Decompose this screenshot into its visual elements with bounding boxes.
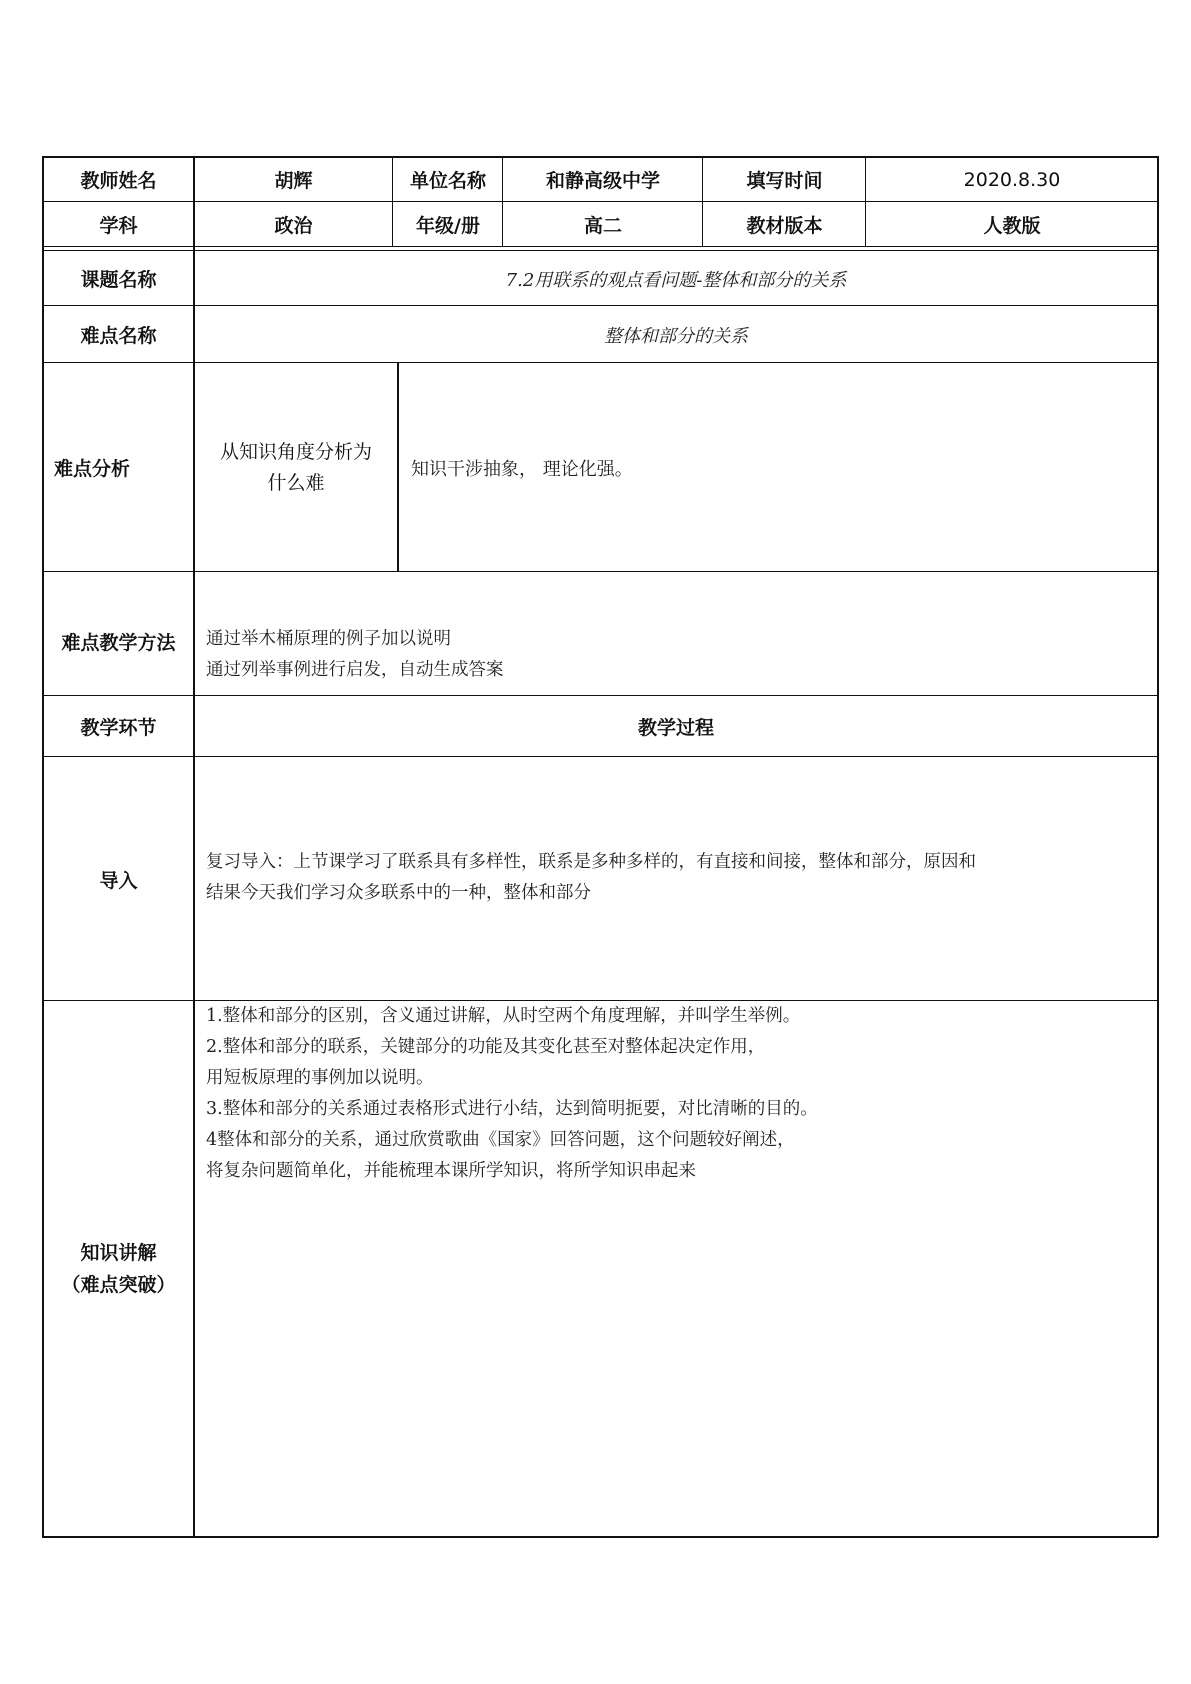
column-divider bbox=[392, 156, 393, 247]
intro-lines bbox=[206, 847, 976, 909]
fill-date-value: 2020.8.30 bbox=[963, 168, 1061, 191]
teacher-name-value: 胡辉 bbox=[274, 170, 313, 192]
analysis-sub-label-line: 什么难 bbox=[267, 471, 325, 494]
edition-label: 教材版本 bbox=[746, 215, 823, 237]
knowledge-line: 用短板原理的事例加以说明。 bbox=[206, 1068, 434, 1088]
grade-label: 年级/册 bbox=[416, 215, 480, 237]
unit-name-label: 单位名称 bbox=[409, 170, 486, 192]
method-label: 难点教学方法 bbox=[61, 631, 176, 654]
table-border-bottom bbox=[42, 1536, 1158, 1538]
intro-label: 导入 bbox=[99, 869, 138, 892]
subject-label: 学科 bbox=[99, 215, 138, 237]
subject-value: 政治 bbox=[274, 215, 313, 237]
table-border-right bbox=[1157, 156, 1159, 1537]
row-divider bbox=[42, 201, 1158, 202]
knowledge-line: 1.整体和部分的区别，含义通过讲解，从时空两个角度理解，并叫学生举例。 bbox=[206, 1006, 801, 1026]
column-divider bbox=[702, 156, 703, 247]
difficulty-value: 整体和部分的关系 bbox=[604, 325, 748, 347]
knowledge-lines bbox=[206, 1001, 818, 1187]
analysis-label: 难点分析 bbox=[54, 458, 131, 480]
fill-date-label: 填写时间 bbox=[746, 170, 823, 192]
knowledge-line: 4整体和部分的关系，通过欣赏歌曲《国家》回答问题，这个问题较好阐述， bbox=[206, 1130, 795, 1150]
stage-header: 教学环节 bbox=[80, 717, 157, 739]
intro-line: 结果今天我们学习众多联系中的一种，整体和部分 bbox=[206, 883, 591, 903]
method-line: 通过列举事例进行启发，自动生成答案 bbox=[206, 660, 504, 680]
analysis-sub-label-line: 从知识角度分析为 bbox=[219, 440, 372, 463]
column-divider bbox=[865, 156, 866, 247]
knowledge-line: 3.整体和部分的关系通过表格形式进行小结，达到简明扼要，对比清晰的目的。 bbox=[206, 1099, 818, 1119]
row-divider bbox=[42, 362, 1158, 363]
row-divider bbox=[42, 250, 1158, 251]
teacher-name-label: 教师姓名 bbox=[80, 170, 157, 192]
process-header: 教学过程 bbox=[637, 717, 714, 739]
topic-label: 课题名称 bbox=[80, 269, 157, 291]
method-line: 通过举木桶原理的例子加以说明 bbox=[206, 629, 451, 649]
knowledge-label bbox=[44, 1002, 193, 1536]
intro-line: 复习导入：上节课学习了联系具有多样性，联系是多种多样的，有直接和间接，整体和部分，原因和 bbox=[206, 852, 976, 872]
analysis-sub-label bbox=[195, 364, 397, 571]
knowledge-label-line: 知识讲解 bbox=[80, 1242, 157, 1264]
knowledge-line: 2.整体和部分的联系，关键部分的功能及其变化甚至对整体起决定作用， bbox=[206, 1037, 766, 1057]
column-divider bbox=[502, 156, 503, 247]
edition-value: 人教版 bbox=[983, 215, 1041, 237]
row-divider bbox=[42, 695, 1158, 696]
topic-value: 7.2用联系的观点看问题-整体和部分的关系 bbox=[505, 269, 847, 291]
knowledge-label-line: （难点突破） bbox=[61, 1274, 176, 1296]
unit-name-value: 和静高级中学 bbox=[545, 170, 660, 192]
method-lines bbox=[206, 624, 504, 686]
difficulty-label: 难点名称 bbox=[80, 325, 157, 347]
grade-value: 高二 bbox=[583, 215, 622, 237]
row-divider bbox=[42, 246, 1158, 247]
row-divider bbox=[42, 571, 1158, 572]
row-divider bbox=[42, 756, 1158, 757]
knowledge-line: 将复杂问题简单化，并能梳理本课所学知识，将所学知识串起来 bbox=[206, 1161, 696, 1181]
row-divider bbox=[42, 305, 1158, 306]
analysis-value: 知识干涉抽象， 理论化强。 bbox=[411, 458, 633, 480]
